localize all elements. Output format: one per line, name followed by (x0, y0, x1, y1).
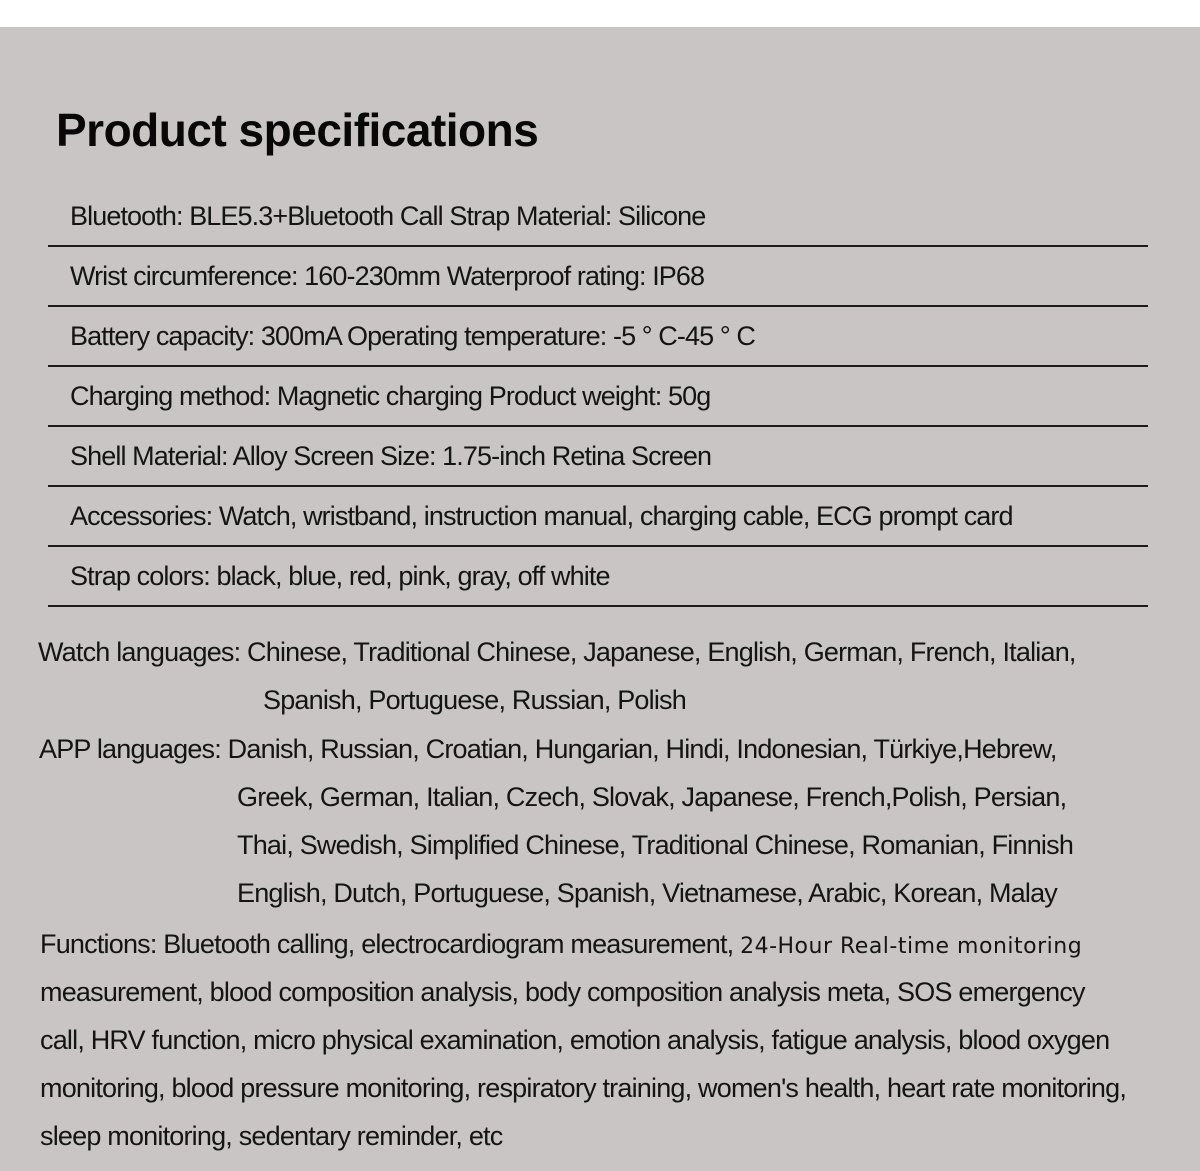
spec-row-accessories (48, 487, 1148, 547)
functions-line-4: monitoring, blood pressure monitoring, respiratory training, women's health, heart rate monitoring, (40, 1073, 1127, 1103)
app-languages-line-2: Greek, German, Italian, Czech, Slovak, Japanese, French,Polish, Persian, (237, 782, 1067, 812)
functions-line-5: sleep monitoring, sedentary reminder, etc (40, 1121, 503, 1151)
spec-panel (0, 27, 1200, 1171)
spec-row-strap-colors (48, 547, 1148, 607)
functions-line-1-highlight: 24-Hour Real-time monitoring (740, 934, 1083, 959)
spec-text: Charging method: Magnetic charging Product weight: 50g (70, 381, 711, 411)
spec-text: Accessories: Watch, wristband, instruction manual, charging cable, ECG prompt card (70, 501, 1013, 531)
app-languages-line-4: English, Dutch, Portuguese, Spanish, Vietnamese, Arabic, Korean, Malay (237, 878, 1057, 908)
spec-row-battery (48, 307, 1148, 367)
spec-text: Wrist circumference: 160-230mm Waterproof rating: IP68 (70, 261, 705, 291)
app-languages-line-1: APP languages: Danish, Russian, Croatian, Hungarian, Hindi, Indonesian, Türkiye,Hebrew, (39, 734, 1057, 764)
spec-row-shell (48, 427, 1148, 487)
functions-line-2: measurement, blood composition analysis, body composition analysis meta, SOS emergency (40, 977, 1085, 1007)
spec-text: Shell Material: Alloy Screen Size: 1.75-inch Retina Screen (70, 441, 712, 471)
spec-text: Battery capacity: 300mA Operating temperature: -5 ° C-45 ° C (70, 321, 755, 351)
spec-row-bluetooth (48, 187, 1148, 247)
functions-line-1 (40, 929, 1082, 960)
spec-text: Strap colors: black, blue, red, pink, gray, off white (70, 561, 610, 591)
functions-line-1-text: Functions: Bluetooth calling, electrocardiogram measurement, (40, 929, 734, 959)
app-languages-line-3: Thai, Swedish, Simplified Chinese, Traditional Chinese, Romanian, Finnish (237, 830, 1074, 860)
spec-table (48, 187, 1148, 607)
page-title: Product specifications (56, 104, 539, 156)
spec-row-wrist (48, 247, 1148, 307)
spec-row-charging (48, 367, 1148, 427)
spec-text: Bluetooth: BLE5.3+Bluetooth Call Strap Material: Silicone (70, 201, 706, 231)
functions-line-3: call, HRV function, micro physical examination, emotion analysis, fatigue analysis, blood oxygen (40, 1025, 1110, 1055)
watch-languages-line-2: Spanish, Portuguese, Russian, Polish (263, 685, 686, 715)
watch-languages-line-1: Watch languages: Chinese, Traditional Chinese, Japanese, English, German, French, Italian, (38, 637, 1076, 667)
